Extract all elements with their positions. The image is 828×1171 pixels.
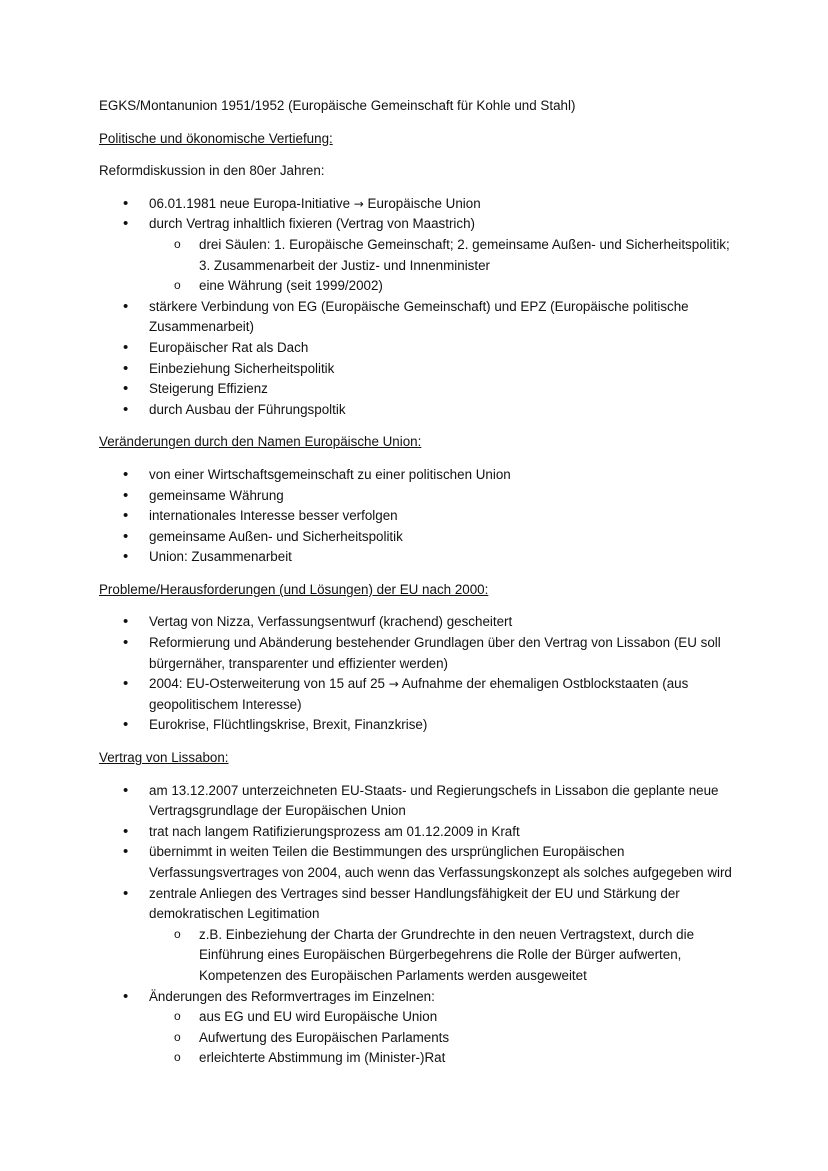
section-heading-probleme: Probleme/Herausforderungen (und Lösungen) der EU nach 2000: <box>99 581 489 597</box>
list-item: • durch Ausbau der Führungspoltik <box>99 400 738 421</box>
sub-list-maastricht <box>149 235 738 297</box>
list-item: • 06.01.1981 neue Europa-Initiative → Europäische Union <box>99 194 738 215</box>
bullet-list-lissabon <box>99 781 738 1069</box>
section-heading-lissabon: Vertrag von Lissabon: <box>99 750 229 766</box>
list-item: • am 13.12.2007 unterzeichneten EU-Staats- und Regierungschefs in Lissabon die geplante neue Vertragsgrundlage der Europäischen Union <box>99 781 738 822</box>
list-item: • gemeinsame Währung <box>99 486 738 507</box>
list-item: • gemeinsame Außen- und Sicherheitspolitik <box>99 527 738 548</box>
section-heading-vertiefung: Politische und ökonomische Vertiefung: <box>99 130 333 146</box>
list-item: • Vertag von Nizza, Verfassungsentwurf (krachend) gescheitert <box>99 612 738 633</box>
intro-text: EGKS/Montanunion 1951/1952 (Europäische Gemeinschaft für Kohle und Stahl) <box>99 98 576 113</box>
bullet-list-probleme <box>99 612 738 736</box>
list-item: • Europäischer Rat als Dach <box>99 338 738 359</box>
sub-list-item: o Aufwertung des Europäischen Parlaments <box>149 1028 738 1049</box>
list-item: • stärkere Verbindung von EG (Europäische Gemeinschaft) und EPZ (Europäische politische Zusammenarbeit) <box>99 297 738 338</box>
subheading-reformdiskussion: Reformdiskussion in den 80er Jahren: <box>99 163 325 179</box>
list-item: • übernimmt in weiten Teilen die Bestimmungen des ursprünglichen Europäischen Verfassungsvertrages von 2004, auch wenn das Verfassungskonzept als solches aufgegeben wird <box>99 842 738 883</box>
list-item: • zentrale Anliegen des Vertrages sind besser Handlungsfähigkeit der EU und Stärkung der demokratischen Legitimation o z.B. Einbeziehung der Charta der Grundrechte in den neuen Vertragstext, durch die Einführung eines Europäischen Bürgerbegehrens die Rolle der Bürger aufwerten, Kompetenzen des Europäischen Parlaments werden ausgeweitet <box>99 884 738 987</box>
list-item: • Änderungen des Reformvertrages im Einzelnen: o aus EG und EU wird Europäische Union o Aufwertung des Europäischen Parlaments o erleichterte Abstimmung im (Minister-)Rat <box>99 987 738 1069</box>
sub-list-item: o aus EG und EU wird Europäische Union <box>149 1007 738 1028</box>
list-item: • Eurokrise, Flüchtlingskrise, Brexit, Finanzkrise) <box>99 715 738 736</box>
list-item: • internationales Interesse besser verfolgen <box>99 506 738 527</box>
arrow-right-icon: → <box>353 196 364 211</box>
list-item: • trat nach langem Ratifizierungsprozess am 01.12.2009 in Kraft <box>99 822 738 843</box>
list-item: • Reformierung und Abänderung bestehender Grundlagen über den Vertrag von Lissabon (EU soll bürgernäher, transparenter und effizienter werden) <box>99 633 738 674</box>
list-item: • Union: Zusammenarbeit <box>99 547 738 568</box>
list-item: • von einer Wirtschaftsgemeinschaft zu einer politischen Union <box>99 465 738 486</box>
sub-list-item: o eine Währung (seit 1999/2002) <box>149 276 738 297</box>
list-item: • Steigerung Effizienz <box>99 379 738 400</box>
sub-list-item: o erleichterte Abstimmung im (Minister-)Rat <box>149 1048 738 1069</box>
bullet-list-reformdiskussion <box>99 194 738 421</box>
list-item: • durch Vertrag inhaltlich fixieren (Vertrag von Maastrich) o drei Säulen: 1. Europäische Gemeinschaft; 2. gemeinsame Außen- und Sicherheitspolitik; 3. Zusammenarbeit der Justiz- und Innenminister o eine Währung (seit 1999/2002) <box>99 214 738 296</box>
sub-list-aenderungen <box>149 1007 738 1069</box>
bullet-list-veraenderungen <box>99 465 738 568</box>
sub-list-item: o z.B. Einbeziehung der Charta der Grundrechte in den neuen Vertragstext, durch die Einführung eines Europäischen Bürgerbegehrens die Rolle der Bürger aufwerten, Kompetenzen des Europäischen Parlaments werden ausgeweitet <box>149 925 738 987</box>
list-item: • Einbeziehung Sicherheitspolitik <box>99 359 738 380</box>
list-item: • 2004: EU-Osterweiterung von 15 auf 25 → Aufnahme der ehemaligen Ostblockstaaten (aus geopolitischem Interesse) <box>99 674 738 715</box>
section-heading-veraenderungen: Veränderungen durch den Namen Europäische Union: <box>99 434 422 450</box>
arrow-right-icon: → <box>388 677 399 692</box>
sub-list-item: o drei Säulen: 1. Europäische Gemeinschaft; 2. gemeinsame Außen- und Sicherheitspolitik; 3. Zusammenarbeit der Justiz- und Innenminister <box>149 235 738 276</box>
sub-list-anliegen <box>149 925 738 987</box>
